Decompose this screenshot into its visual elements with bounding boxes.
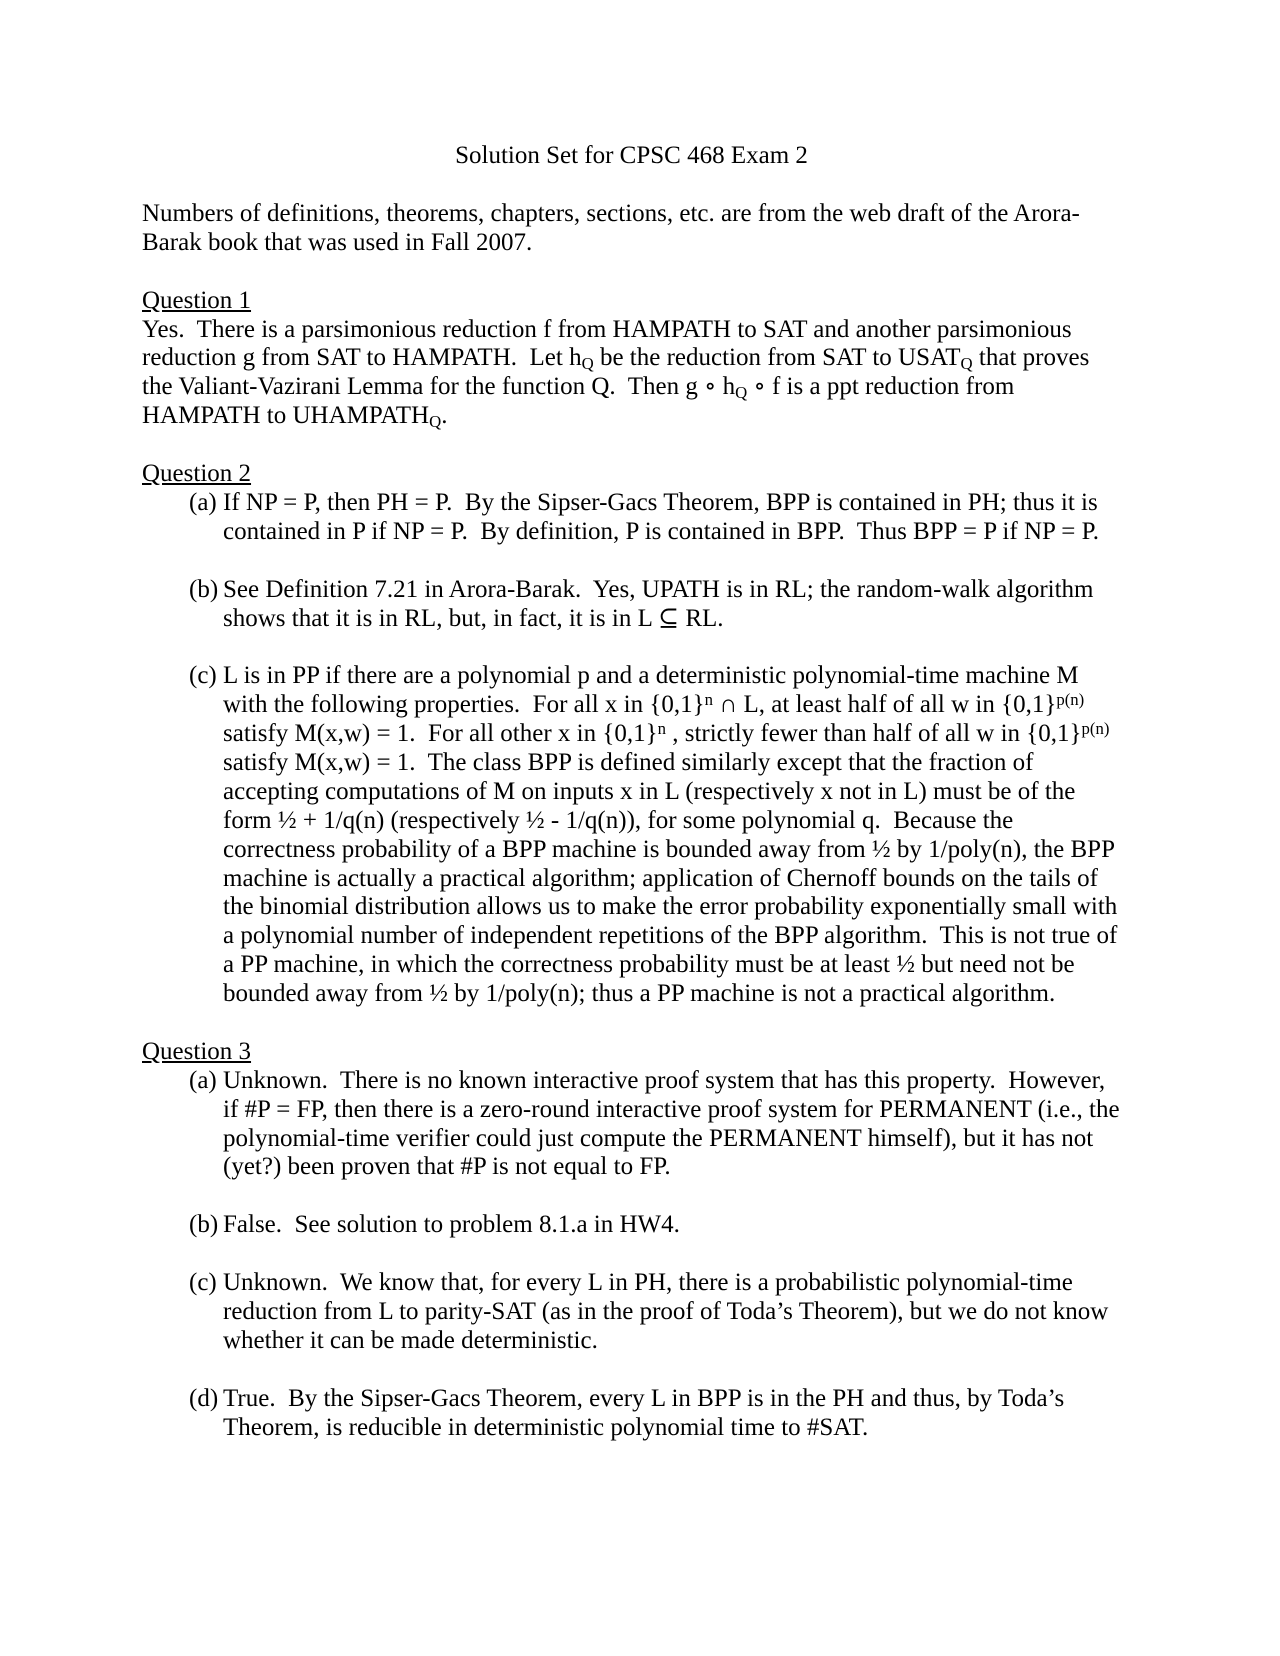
question-2-heading: Question 2 xyxy=(142,460,252,487)
item-body-q3d: True. By the Sipser-Gacs Theorem, every L in BPP is in the PH and thus, by Toda’s Theorem, is reducible in deterministic polynomial time to #SAT. xyxy=(223,1384,1071,1441)
item-label-q3a: (a) xyxy=(189,1066,217,1094)
item-body-q2b: See Definition 7.21 in Arora-Barak. Yes, UPATH is in RL; the random-walk algorithm shows that it is in RL, but, in fact, it is in L ⊆ RL. xyxy=(223,575,1100,632)
document-title: Solution Set for CPSC 468 Exam 2 xyxy=(455,142,808,169)
item-body-q2a: If NP = P, then PH = P. By the Sipser-Gacs Theorem, BPP is contained in PH; thus it is contained in P if NP = P. By definition, P is contained in BPP. Thus BPP = P if NP = P. xyxy=(223,488,1104,545)
item-label-q3b: (b) xyxy=(189,1211,219,1239)
question-3-section xyxy=(142,1037,1126,1443)
question-1-section xyxy=(142,287,1121,431)
item-body-q3c: Unknown. We know that, for every L in PH, there is a probabilistic polynomial-time reduction from L to parity-SAT (as in the proof of Toda’s Theorem), but we do not know whether it can be made deterministic. xyxy=(223,1269,1115,1354)
item-body-q3b: False. See solution to problem 8.1.a in HW4. xyxy=(223,1211,680,1239)
question-3-item-b xyxy=(142,1211,1121,1240)
item-label-q2a: (a) xyxy=(189,488,217,516)
item-label-q3c: (c) xyxy=(189,1269,217,1297)
item-body-q2c: L is in PP if there are a polynomial p and a deterministic polynomial-time machine M with the following properties. For all x in $\{0,1\}^n$ ∩ L, at least half of all w in $\{0,1\}^{p(n)}$ satisfy M(x,w) = 1. For all other x in $\{0,1\}^n$ , strictly fewer than half of all w in $\{0,1\}^{p(n)}$ satisfy M(x,w) = 1. The class BPP is defined similarly except that the fraction of accepting computations of M on inputs x in L (respectively x not in L) must be of the form ½ + 1/q(n) (respectively ½ - 1/q(n)), for some polynomial q. Because the correctness probability of a BPP machine is bounded away from ½ by 1/poly(n), the BPP machine is actually a practical algorithm; application of Chernoff bounds on the tails of the binomial distribution allows us to make the error probability exponentially small with a polynomial number of independent repetitions of the BPP algorithm. This is not true of a PP machine, in which the correctness probability must be at least ½ but need not be bounded away from ½ by 1/poly(n); thus a PP machine is not a practical algorithm. xyxy=(223,662,1124,1007)
question-2-item-c xyxy=(142,662,1124,1009)
item-label-q2c: (c) xyxy=(189,662,217,690)
question-2-item-b xyxy=(142,576,1121,634)
question-1-body: Yes. There is a parsimonious reduction f from HAMPATH to SAT and another parsimonious reduction g from SAT to HAMPATH. Let $h_Q$ be the reduction from SAT to $USAT_Q$ that proves the Valiant-Vazirani Lemma for the function Q. Then g ∘ $h_Q$ ∘ f is a ppt reduction from HAMPATH to $UHAMPATH_Q$. xyxy=(142,315,1096,431)
item-label-q3d: (d) xyxy=(189,1384,219,1412)
question-2-item-a xyxy=(142,489,1121,547)
item-body-q3a: Unknown. There is no known interactive proof system that has this property. However, if #P = FP, then there is a zero-round interactive proof system for PERMANENT (i.e., the polynomial-time verifier could just compute the PERMANENT himself), but it has not (yet?) been proven that #P is not equal to FP. xyxy=(223,1066,1126,1181)
question-3-item-d xyxy=(142,1385,1121,1443)
question-3-item-a xyxy=(142,1066,1126,1183)
question-3-heading: Question 3 xyxy=(142,1037,252,1065)
question-3-item-c xyxy=(142,1269,1121,1356)
question-2-section xyxy=(142,460,1124,1009)
intro-paragraph: Numbers of definitions, theorems, chapters, sections, etc. are from the web draft of the Arora-Barak book that was used in Fall 2007. xyxy=(142,199,1080,256)
question-1-heading: Question 1 xyxy=(142,286,252,314)
item-label-q2b: (b) xyxy=(189,575,219,603)
